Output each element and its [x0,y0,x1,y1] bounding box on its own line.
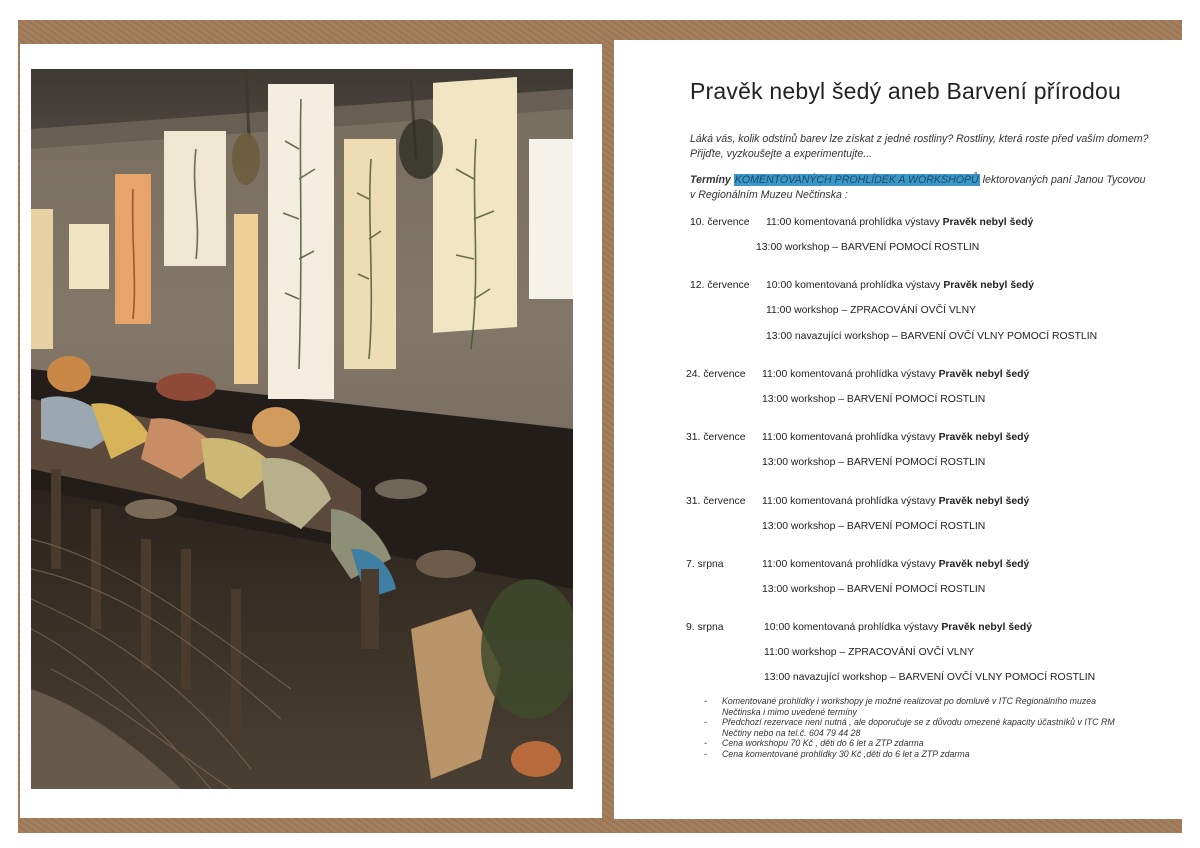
schedule-item: 13:00 workshop – BARVENÍ POMOCÍ ROSTLIN [762,584,986,595]
schedule-item: 13:00 workshop – BARVENÍ POMOCÍ ROSTLIN [762,457,986,468]
exhibition-photo-illustration [31,69,573,789]
schedule-date: 9. srpna [686,622,724,633]
schedule-item: 11:00 komentovaná prohlídka výstavy Pravěk nebyl šedý [762,369,1030,380]
schedule-date: 12. července [690,280,750,291]
terms-rest: lektorovaných paní Janou Tycovou v Regionálním Muzeu Nečtinska : [690,174,1146,201]
schedule-item: 10:00 komentovaná prohlídka výstavy Pravěk nebyl šedý [766,280,1035,291]
schedule-item: 11:00 workshop – ZPRACOVÁNÍ OVČÍ VLNY [764,647,975,658]
schedule-item: 13:00 navazující workshop – BARVENÍ OVČÍ VLNY POMOCÍ ROSTLIN [764,672,1096,683]
terms-label: Termíny [690,174,731,186]
schedule-item: 11:00 komentovaná prohlídka výstavy Pravěk nebyl šedý [762,559,1030,570]
notes-list [704,696,1134,759]
photo-page [20,44,602,818]
note-item: - Cena workshopu 70 Kč , děti do 6 let a ZTP zdarma [704,738,1134,749]
schedule-item: 11:00 komentovaná prohlídka výstavy Pravěk nebyl šedý [766,217,1034,228]
exhibition-photo [31,69,573,789]
intro-text: Láká vás, kolik odstínů barev lze získat z jedné rostliny? Rostliny, která roste před vaším domem? Přijďte, vyzkoušejte a experimentujte... [690,133,1149,160]
schedule-item: 10:00 komentovaná prohlídka výstavy Pravěk nebyl šedý [764,622,1033,633]
schedule-item: 13:00 workshop – BARVENÍ POMOCÍ ROSTLIN [762,521,986,532]
schedule-date: 7. srpna [686,559,724,570]
schedule-date: 31. července [686,432,746,443]
schedule-date: 10. července [690,217,750,228]
schedule-date: 31. července [686,496,746,507]
terms-highlight: KOMENTOVANÝCH PROHLÍDEK A WORKSHOPŮ [734,174,979,186]
terms-paragraph [690,173,1152,203]
schedule-date: 24. července [686,369,746,380]
page-title: Pravěk nebyl šedý aneb Barvení přírodou [690,78,1121,104]
note-item: - Předchozí rezervace není nutná , ale doporučuje se z důvodu omezené kapacity účastníků v ITC RM Nečtiny nebo na tel.č. 604 79 44 28 [704,717,1134,738]
schedule-item: 13:00 workshop – BARVENÍ POMOCÍ ROSTLIN [756,242,980,253]
text-page [614,40,1182,819]
note-item: - Cena komentované prohlídky 30 Kč ,děti do 6 let a ZTP zdarma [704,749,1134,760]
schedule-item: 13:00 workshop – BARVENÍ POMOCÍ ROSTLIN [762,394,986,405]
note-item: - Komentované prohlídky i workshopy je možné realizovat po domluvě v ITC Regionálního muzea Nečtinska i mimo uvedené termíny [704,696,1134,717]
schedule-item: 11:00 komentovaná prohlídka výstavy Pravěk nebyl šedý [762,496,1030,507]
schedule-item: 11:00 workshop – ZPRACOVÁNÍ OVČÍ VLNY [766,305,977,316]
schedule-item: 13:00 navazující workshop – BARVENÍ OVČÍ VLNY POMOCÍ ROSTLIN [766,331,1098,342]
schedule-item: 11:00 komentovaná prohlídka výstavy Pravěk nebyl šedý [762,432,1030,443]
